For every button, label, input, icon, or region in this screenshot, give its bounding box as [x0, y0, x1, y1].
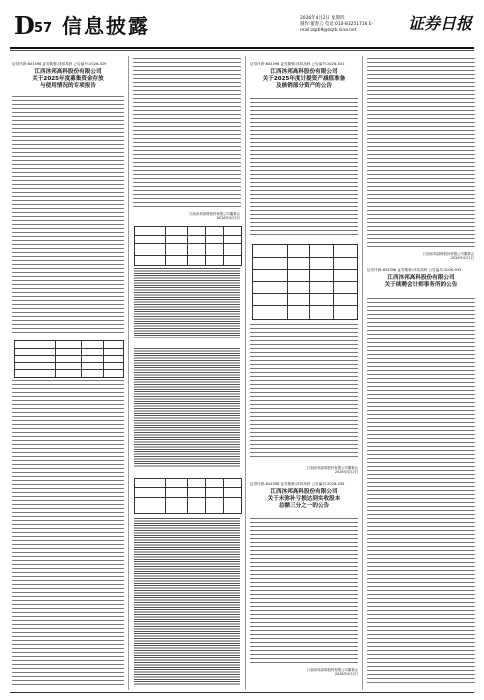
stock-code-line: 证券代码:603398 证券简称:沐邦高科 公告编号:2026-029: [12, 62, 107, 66]
announcement-title: 关于2025年度募集资金存放: [32, 76, 104, 82]
body-text: [133, 58, 241, 208]
body-text: [250, 324, 358, 460]
stock-code-line: 证券代码:603398 证券简称:沐邦高科 公告编号:2026-033: [367, 268, 462, 272]
stock-code-line: 证券代码:603398 证券简称:沐邦高科 公告编号:2026-035: [250, 482, 345, 486]
signature-block: 江西沐邦高科股份有限公司董事会 2026年4月2日: [307, 466, 358, 475]
announcement-title: 关于续聘会计师事务所的公告: [384, 282, 458, 288]
page-number: 57: [34, 21, 53, 36]
column-divider: [128, 56, 129, 690]
data-table: [14, 340, 124, 378]
newspaper-logo: 证券日报: [407, 14, 472, 33]
signature-block: 江西沐邦高科股份有限公司董事会 2026年4月2日: [307, 668, 358, 677]
data-table: [252, 244, 358, 320]
announcement-heading: [367, 268, 475, 289]
body-text: [12, 380, 124, 686]
table-body: [134, 348, 240, 468]
header-rule: [10, 47, 474, 49]
announcement-title: 关于2025年度计提资产减值准备: [262, 76, 346, 82]
announcement-heading: [250, 62, 358, 90]
body-text: [367, 58, 475, 248]
masthead-meta: [300, 16, 420, 34]
announcement-heading: [12, 62, 124, 90]
announcement-heading: [250, 482, 358, 510]
issue-date: 2026年4月2日 星期四: [300, 16, 345, 21]
signature-block: 江西沐邦高科股份有限公司董事会 2026年4月2日: [189, 212, 240, 221]
editor-contact: 制作:董春云 电话:010-83251716 E-mail:zqrb9@zqrb.sina.net: [300, 22, 374, 33]
body-text: [12, 96, 124, 336]
announcement-title: 与使用情况的专项报告: [40, 83, 96, 89]
company-name: 江西沐邦高科股份有限公司: [270, 489, 338, 495]
company-name: 江西沐邦高科股份有限公司: [387, 275, 455, 281]
page-letter: D: [14, 11, 35, 40]
body-text: [367, 298, 475, 686]
body-text: [250, 98, 358, 238]
announcement-title: 关于未弥补亏损达到实收股本: [267, 496, 341, 502]
header-rule-thin: [10, 50, 474, 51]
announcement-title: 及核销部分资产的公告: [276, 83, 332, 89]
signature-block: 江西沐邦高科股份有限公司董事会 2026年4月2日: [423, 252, 474, 261]
column-divider: [245, 56, 246, 690]
data-table: [134, 226, 242, 266]
column-divider: [362, 56, 363, 690]
section-title: 信息披露: [62, 14, 150, 38]
table-body: [134, 518, 240, 686]
stock-code-line: 证券代码:603398 证券简称:沐邦高科 公告编号:2026-031: [250, 62, 345, 66]
table-body: [134, 268, 240, 338]
footer-rule: [10, 692, 474, 693]
company-name: 江西沐邦高科股份有限公司: [34, 69, 102, 75]
body-text: [250, 518, 358, 664]
company-name: 江西沐邦高科股份有限公司: [270, 69, 338, 75]
announcement-title: 总额三分之一的公告: [278, 503, 330, 509]
data-table: [134, 478, 242, 514]
